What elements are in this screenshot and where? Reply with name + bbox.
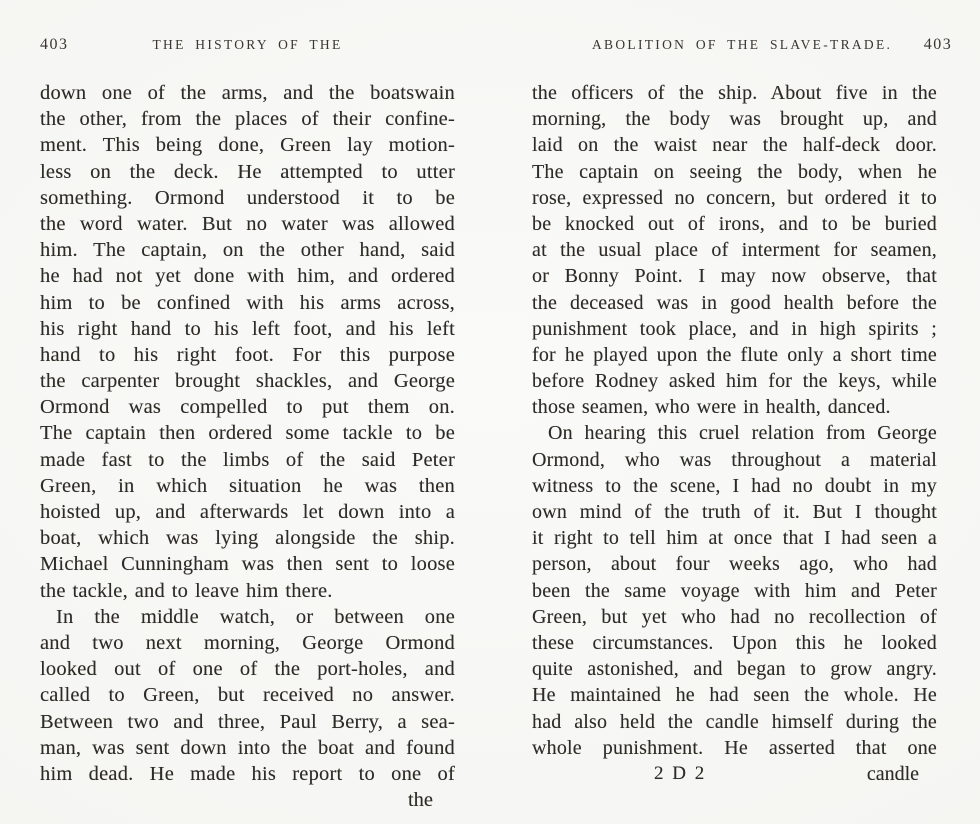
text-line: down one of the arms, and the boatswain [40,82,455,104]
text-line: He maintained he had seen the whole. He [532,684,937,707]
right-running-head [532,36,953,62]
right-page [532,36,953,787]
text-line: punishment took place, and in high spirits ; [532,317,937,340]
text-line: at the usual place of interment for seamen, [532,239,937,262]
text-line: On hearing this cruel relation from George [548,422,937,445]
text-line: The captain on seeing the body, when he [532,160,937,183]
text-line: been the same voyage with him and Peter [532,579,937,602]
right-catchword: candle [866,762,919,785]
text-line: the tackle, and to leave him there. [40,579,333,602]
text-line: he had not yet done with him, and ordered [40,265,455,288]
right-page-text [532,80,937,761]
text-line: Green, but yet who had no recollection of [532,605,937,628]
text-line: the carpenter brought shackles, and George [40,370,455,393]
text-line: him dead. He made his report to one of [40,762,455,785]
left-catchword: the [407,789,433,812]
left-running-head [40,36,455,62]
text-line: those seamen, who were in health, danced. [532,396,891,419]
text-line: be knocked out of irons, and to be buried [532,212,937,235]
text-line: these circumstances. Upon this he looked [532,631,937,654]
text-line: or Bonny Point. I may now observe, that [532,265,937,288]
text-line: hoisted up, and afterwards let down into a [40,501,455,523]
text-line: ment. This being done, Green lay motion- [40,134,455,157]
text-line: had also held the candle himself during the [532,710,937,733]
right-page-number: 403 [923,36,953,53]
text-line: quite astonished, and began to grow angry. [532,658,937,681]
text-line: hand to his right foot. For this purpose [40,343,455,366]
text-line: him to be confined with his arms across, [40,291,455,314]
text-line: Ormond, who was throughout a material [532,448,937,471]
right-page-footer [532,761,937,787]
text-line: made fast to the limbs of the said Peter [40,448,455,471]
text-line: Ormond was compelled to put them on. [40,396,455,419]
text-line: called to Green, but received no answer. [40,684,455,707]
signature-mark: 2 D 2 [654,762,707,784]
text-line: Between two and three, Paul Berry, a sea- [40,710,455,733]
text-line: Green, in which situation he was then [40,474,455,497]
text-line: him. The captain, on the other hand, said [40,239,455,262]
left-page [40,36,455,813]
text-line: witness to the scene, I had no doubt in my [532,474,937,497]
text-line: the other, from the places of their confine- [40,108,455,131]
text-line: man, was sent down into the boat and found [40,736,455,759]
text-line: morning, the body was brought up, and [532,108,937,131]
text-line: boat, which was lying alongside the ship. [40,527,455,550]
text-line: looked out of one of the port-holes, and [40,658,455,681]
left-page-text [40,80,455,787]
text-line: person, about four weeks ago, who had [532,553,937,576]
text-line: less on the deck. He attempted to utter [40,160,455,183]
text-line: before Rodney asked him for the keys, while [532,370,937,393]
text-line: own mind of the truth of it. But I thought [532,501,937,523]
text-line: it right to tell him at once that I had seen a [532,527,937,550]
text-line: rose, expressed no concern, but ordered it to [532,186,937,209]
text-line: the officers of the ship. About five in the [532,82,937,104]
text-line: The captain then ordered some tackle to be [40,422,455,445]
text-line: the word water. But no water was allowed [40,212,455,235]
text-line: for he played upon the flute only a short time [532,343,937,366]
text-line: whole punishment. He asserted that one [532,736,937,759]
text-line: laid on the waist near the half-deck door. [532,134,937,157]
text-line: and two next morning, George Ormond [40,631,455,654]
text-line: his right hand to his left foot, and his left [40,317,455,340]
text-line: something. Ormond understood it to be [40,186,455,209]
left-page-number: 403 [40,36,69,53]
right-running-title: ABOLITION OF THE SLAVE-TRADE. [592,37,893,52]
text-line: In the middle watch, or between one [56,605,455,628]
text-line: Michael Cunningham was then sent to loose [40,553,455,576]
text-line: the deceased was in good health before the [532,291,937,314]
left-running-title: THE HISTORY OF THE [152,37,343,52]
